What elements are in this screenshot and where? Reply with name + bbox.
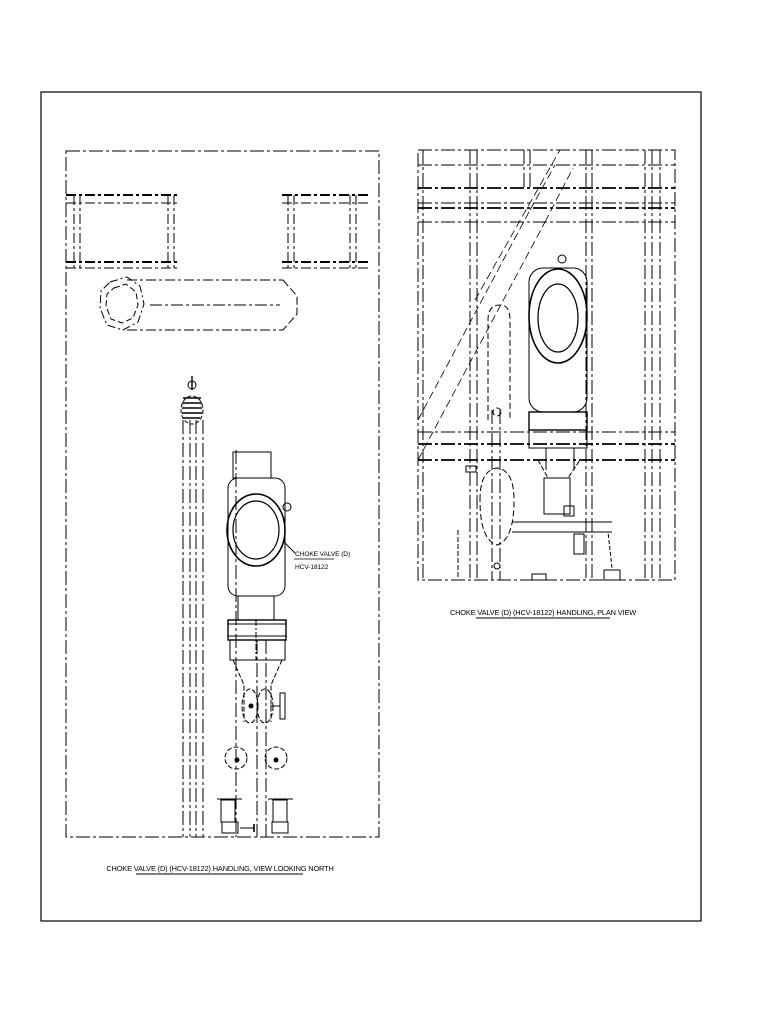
- horizontal-pipe: [100, 277, 297, 330]
- valve-tag-label: CHOKE VALVE (D): [295, 551, 351, 558]
- plan-view-caption: CHOKE VALVE (D) (HCV-18122) HANDLING, PLAN VIEW: [449, 608, 637, 617]
- plan-view: [418, 150, 675, 618]
- support-frame-right: [282, 195, 370, 268]
- valve-tag-number: HCV-18122: [295, 564, 329, 571]
- vertical-guides-left: [183, 420, 266, 837]
- plan-view-boundary: [418, 150, 675, 580]
- plan-choke-valve: [529, 255, 587, 514]
- plan-vertical-guides: [423, 150, 660, 580]
- plan-horizontal-bands: [418, 165, 675, 460]
- north-view-boundary: [66, 151, 379, 837]
- bottom-supports: [217, 799, 293, 833]
- choke-valve-body: [227, 452, 291, 660]
- sheet-border: [41, 92, 701, 921]
- plan-bent-pipe: [480, 305, 514, 545]
- support-frame-left: [66, 195, 180, 268]
- plan-diagonal-guides: [418, 150, 573, 460]
- north-view-caption: CHOKE VALVE (D) (HCV-18122) HANDLING, VIEW LOOKING NORTH: [106, 864, 334, 873]
- lifting-shackle: [181, 376, 203, 424]
- north-view: [66, 151, 379, 874]
- lower-spool: [225, 660, 287, 769]
